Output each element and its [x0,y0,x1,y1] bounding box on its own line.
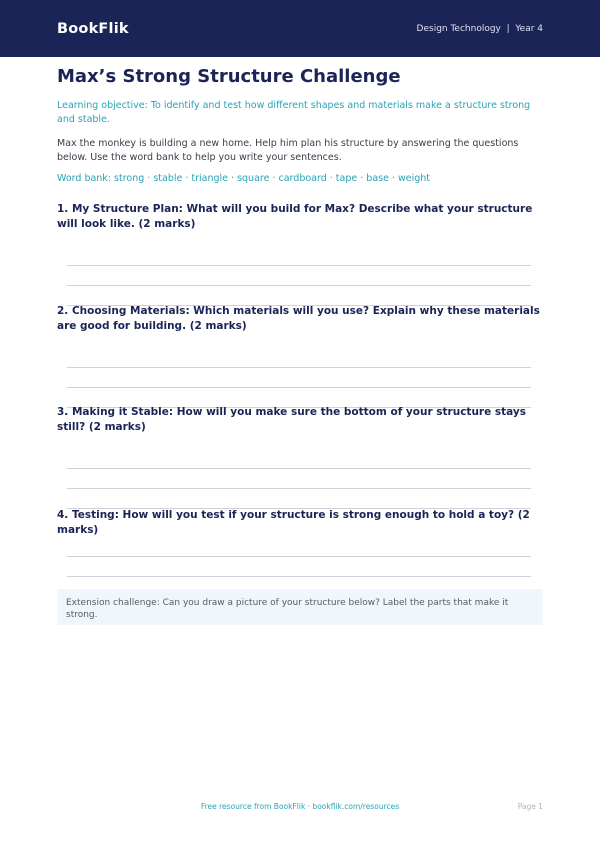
answer-line[interactable] [67,488,531,489]
question-4: 4. Testing: How will you test if your structure is strong enough to hold a toy? (2 marks) [57,509,530,536]
answer-line[interactable] [67,556,531,557]
question-1: 1. My Structure Plan: What will you build for Max? Describe what your structure will look like. (2 marks) [57,203,533,230]
footer-credit-text: Free resource from BookFlik · bookflik.com/resources [200,802,400,811]
extension-challenge-text: Extension challenge: Can you draw a picture of your structure below? Label the parts that make it strong. [66,598,509,620]
answer-line[interactable] [67,468,531,469]
answer-line[interactable] [67,265,531,266]
answer-line[interactable] [67,576,531,577]
page-title: Max’s Strong Structure Challenge [57,66,401,87]
answer-line[interactable] [67,285,531,286]
subject-year-label: Design Technology | Year 4 [416,23,543,34]
brand-logo: BookFlik [57,20,129,37]
learning-objective: Learning objective: To identify and test how different shapes and materials make a structure strong and stable. [57,100,531,125]
intro-text: Max the monkey is building a new home. Help him plan his structure by answering the questions below. Use the word bank to help you write your sentences. [57,138,519,163]
extension-challenge-box[interactable] [57,589,543,625]
question-2: 2. Choosing Materials: Which materials will you use? Explain why these materials are good for building. (2 marks) [57,305,540,332]
page-header [0,0,600,57]
page-number: Page 1 [517,802,543,811]
word-bank: Word bank: strong · stable · triangle · square · cardboard · tape · base · weight [57,173,431,184]
answer-line[interactable] [67,387,531,388]
footer-credit[interactable] [0,802,600,811]
question-3: 3. Making it Stable: How will you make sure the bottom of your structure stays still? (2 marks) [57,406,527,433]
answer-line[interactable] [67,367,531,368]
